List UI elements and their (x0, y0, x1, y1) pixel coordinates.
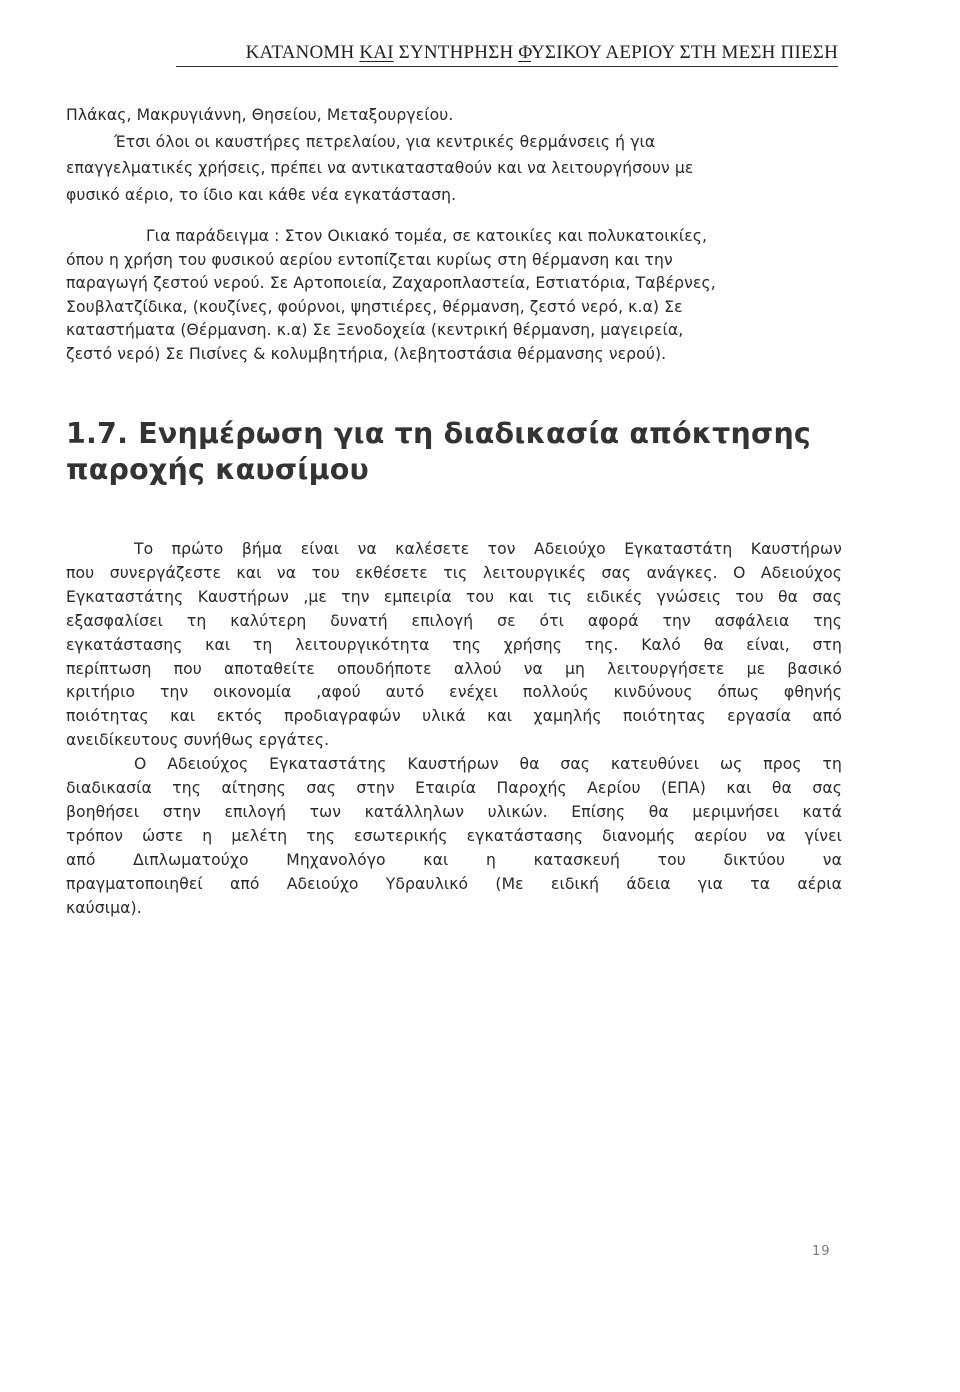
text-line: ανειδίκευτους συνήθως εργάτες. (66, 731, 330, 750)
text-line: εγκατάστασης και τη λειτουργικότητα της χρήσης της. Καλό θα είναι, στη (66, 635, 842, 654)
text-line: φυσικό αέριο, το ίδιο και κάθε νέα εγκατάσταση. (66, 185, 457, 204)
text-line: ζεστό νερό) Σε Πισίνες & κολυμβητήρια, (λεβητοστάσια θέρμανσης νερού). (66, 344, 667, 363)
text-line: Έτσι όλοι οι καυστήρες πετρελαίου, για κεντρικές θερμάνσεις ή για (114, 132, 656, 151)
text-line: παραγωγή ζεστού νερού. Σε Αρτοποιεία, Ζαχαροπλαστεία, Εστιατόρια, Ταβέρνες, (66, 274, 716, 292)
page-number: 19 (812, 1244, 831, 1259)
text-line: Εγκαταστάτης Καυστήρων ,με την εμπειρία του και τις ειδικές γνώσεις του θα σας (66, 587, 842, 606)
intro-paragraph (66, 102, 842, 208)
text-line: Σουβλατζίδικα, (κουζίνες, φούρνοι, ψηστιέρες, θέρμανση, ζεστό νερό, κ.α) Σε (66, 297, 683, 316)
text-line: όπου η χρήση του φυσικού αερίου εντοπίζεται κυρίως στη θέρμανση και την (66, 250, 673, 269)
running-header (176, 40, 838, 67)
text-line: τρόπον ώστε η μελέτη της εσωτερικής εγκατάστασης διανομής αερίου να γίνει (66, 826, 842, 845)
header-title-part: Φ (518, 42, 532, 63)
text-line: διαδικασία της αίτησης σας στην Εταιρία Παροχής Αερίου (ΕΠΑ) και θα σας (66, 779, 842, 798)
section-heading-line: παροχής καυσίμου (66, 453, 369, 486)
text-line: ποιότητας και εκτός προδιαγραφών υλικά και χαμηλής ποιότητας εργασία από (66, 707, 842, 726)
text-line: καύσιμα). (66, 898, 142, 917)
text-line: που συνεργάζεστε και να του εκθέσετε τις λειτουργικές σας ανάγκες. Ο Αδειούχος (66, 563, 842, 582)
section-heading (66, 416, 846, 488)
example-paragraph (66, 225, 842, 366)
text-line: περίπτωση που αποταθείτε οπουδήποτε αλλού να μη λειτουργήσετε με βασικό (66, 659, 842, 678)
text-line: από Διπλωματούχο Μηχανολόγο και η κατασκευή του δικτύου να (66, 850, 842, 869)
body-paragraphs (66, 538, 842, 921)
text-line: Για παράδειγμα : Στον Οικιακό τομέα, σε κατοικίες και πολυκατοικίες, (146, 227, 708, 245)
text-line: Πλάκας, Μακρυγιάννη, Θησείου, Μεταξουργείου. (66, 106, 454, 124)
section-heading-line: 1.7. Ενημέρωση για τη διαδικασία απόκτησης (66, 417, 812, 450)
text-line: εξασφαλίσει τη καλύτερη δυνατή επιλογή σε ότι αφορά την ασφάλεια της (66, 611, 842, 630)
header-title-part: ΚΑΙ (359, 42, 394, 63)
header-title-part: ΥΣΙΚΟΥ ΑΕΡΙΟΥ ΣΤΗ ΜΕΣΗ ΠΙΕΣΗ (531, 42, 838, 63)
text-line: πραγματοποιηθεί από Αδειούχο Υδραυλικό (Με ειδική άδεια για τα αέρια (66, 874, 842, 893)
header-title-part: ΚΑΤΑΝΟΜΗ (245, 42, 360, 63)
text-line: Το πρώτο βήμα είναι να καλέσετε τον Αδειούχο Εγκαταστάτη Καυστήρων (134, 540, 842, 558)
text-line: καταστήματα (Θέρμανση. κ.α) Σε Ξενοδοχεία (κεντρική θέρμανση, μαγειρεία, (66, 321, 684, 339)
text-line: κριτήριο την οικονομία ,αφού αυτό ενέχει πολλούς κινδύνους όπως φθηνής (66, 683, 842, 702)
header-title-part: ΣΥΝΤΗΡΗΣΗ (393, 42, 519, 63)
text-line: επαγγελματικές χρήσεις, πρέπει να αντικατασταθούν και να λειτουργήσουν με (66, 159, 694, 177)
text-line: Ο Αδειούχος Εγκαταστάτης Καυστήρων θα σας κατευθύνει ως προς τη (134, 755, 842, 774)
text-line: βοηθήσει στην επιλογή των κατάλληλων υλικών. Επίσης θα μεριμνήσει κατά (66, 802, 842, 821)
